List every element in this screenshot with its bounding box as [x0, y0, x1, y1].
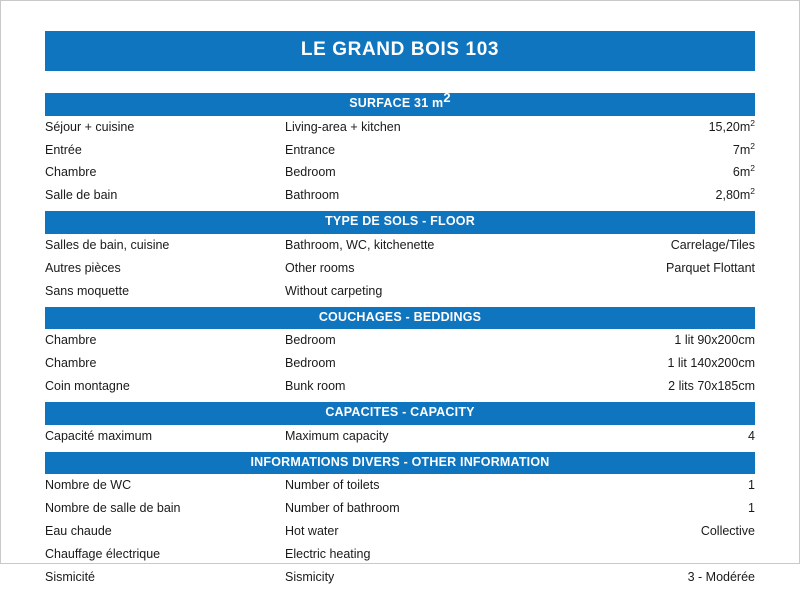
- row-label-fr: Chambre: [45, 165, 97, 180]
- row-label-fr: Nombre de salle de bain: [45, 501, 181, 516]
- row-value-text: Collective: [700, 524, 755, 539]
- table-row: [45, 257, 755, 280]
- row-value: [575, 139, 755, 162]
- row-label-fr: Chambre: [45, 333, 97, 348]
- row-label-en: Bedroom: [285, 333, 336, 348]
- section-heading-text: INFORMATIONS DIVERS - OTHER INFORMATION: [250, 454, 550, 469]
- section-heading-beddings: [45, 307, 755, 330]
- section-heading-text: COUCHAGES - BEDDINGS: [318, 309, 482, 324]
- row-value-text: 6m: [732, 165, 751, 180]
- section-heading-text: TYPE DE SOLS - FLOOR: [325, 214, 475, 229]
- row-label-en: Number of toilets: [285, 478, 380, 493]
- row-value-text: Parquet Flottant: [666, 260, 755, 275]
- page-title: [45, 31, 755, 71]
- table-row: [45, 352, 755, 375]
- row-value-text: 15,20m: [708, 119, 751, 134]
- section-heading-superscript: 2: [443, 89, 451, 105]
- row-label-en: Bunk room: [285, 379, 346, 394]
- row-label-fr: Chauffage électrique: [45, 546, 161, 561]
- table-row: [45, 161, 755, 184]
- table-row: [45, 184, 755, 207]
- row-value: [575, 566, 755, 589]
- row-value-text: Carrelage/Tiles: [670, 237, 755, 252]
- row-value: [575, 543, 755, 566]
- section-table-other-information: [45, 474, 755, 588]
- row-label-fr: Nombre de WC: [45, 478, 132, 493]
- row-value-text: 2,80m: [715, 188, 751, 203]
- row-value-text: 1 lit 90x200cm: [674, 333, 755, 348]
- row-label-fr: Salles de bain, cuisine: [45, 237, 170, 252]
- table-row: [45, 566, 755, 589]
- row-value-superscript: 2: [750, 117, 755, 128]
- row-label-fr: Sismicité: [45, 569, 96, 584]
- row-label-en: Bedroom: [285, 165, 336, 180]
- table-row: [45, 474, 755, 497]
- row-value: [575, 280, 755, 303]
- row-value-text: 1: [748, 501, 755, 516]
- section-heading-capacity: [45, 402, 755, 425]
- row-label-en: Bedroom: [285, 356, 336, 371]
- row-label-en: Without carpeting: [285, 283, 383, 298]
- table-row: [45, 520, 755, 543]
- section-heading-surface: [45, 89, 755, 116]
- row-label-fr: Séjour + cuisine: [45, 119, 135, 134]
- row-value-text: 7m: [732, 142, 751, 157]
- section-heading-other-information: [45, 452, 755, 475]
- row-label-fr: Capacité maximum: [45, 428, 152, 443]
- row-value-text: 3 - Modérée: [687, 569, 755, 584]
- section-heading-text: CAPACITES - CAPACITY: [325, 404, 475, 419]
- row-label-en: Other rooms: [285, 260, 355, 275]
- row-label-fr: Eau chaude: [45, 524, 112, 539]
- row-value-superscript: 2: [750, 140, 755, 151]
- row-label-en: Electric heating: [285, 546, 371, 561]
- table-row: [45, 139, 755, 162]
- row-value: [575, 161, 755, 184]
- row-label-en: Number of bathroom: [285, 501, 400, 516]
- row-label-en: Maximum capacity: [285, 428, 389, 443]
- table-row: [45, 329, 755, 352]
- row-value: [575, 375, 755, 398]
- row-label-en: Entrance: [285, 142, 336, 157]
- document-body: [45, 31, 755, 593]
- row-value: [575, 329, 755, 352]
- title-gap: [45, 71, 755, 93]
- section-table-capacity: [45, 425, 755, 448]
- page-title-text: LE GRAND BOIS 103: [300, 39, 500, 60]
- row-value: [575, 234, 755, 257]
- row-value-text: 4: [748, 428, 755, 443]
- row-label-fr: Salle de bain: [45, 188, 118, 203]
- row-label-en: Hot water: [285, 524, 339, 539]
- section-heading-text: SURFACE 31 m: [349, 95, 444, 110]
- table-row: [45, 280, 755, 303]
- sections-container: [45, 89, 755, 593]
- row-label-en: Sismicity: [285, 569, 335, 584]
- row-label-fr: Entrée: [45, 142, 82, 157]
- row-label-en: Bathroom: [285, 188, 340, 203]
- row-value-text: 1: [748, 478, 755, 493]
- row-value-text: 2 lits 70x185cm: [668, 379, 755, 394]
- table-row: [45, 425, 755, 448]
- section-gap: [45, 589, 755, 593]
- row-value: [575, 352, 755, 375]
- row-value-superscript: 2: [750, 163, 755, 174]
- row-value: [575, 497, 755, 520]
- row-value: [575, 425, 755, 448]
- table-row: [45, 497, 755, 520]
- table-row: [45, 116, 755, 139]
- section-table-floor: [45, 234, 755, 303]
- section-heading-floor: [45, 211, 755, 234]
- row-label-fr: Sans moquette: [45, 283, 130, 298]
- table-row: [45, 543, 755, 566]
- row-value: [575, 474, 755, 497]
- row-value: [575, 184, 755, 207]
- section-table-beddings: [45, 329, 755, 398]
- row-value: [575, 257, 755, 280]
- row-label-fr: Coin montagne: [45, 379, 130, 394]
- row-label-en: Living-area + kitchen: [285, 119, 401, 134]
- section-table-surface: [45, 116, 755, 208]
- row-value: [575, 116, 755, 139]
- row-label-fr: Autres pièces: [45, 260, 121, 275]
- row-value-text: 1 lit 140x200cm: [667, 356, 755, 371]
- row-label-fr: Chambre: [45, 356, 97, 371]
- row-value-superscript: 2: [750, 186, 755, 197]
- table-row: [45, 375, 755, 398]
- row-label-en: Bathroom, WC, kitchenette: [285, 237, 435, 252]
- table-row: [45, 234, 755, 257]
- row-value: [575, 520, 755, 543]
